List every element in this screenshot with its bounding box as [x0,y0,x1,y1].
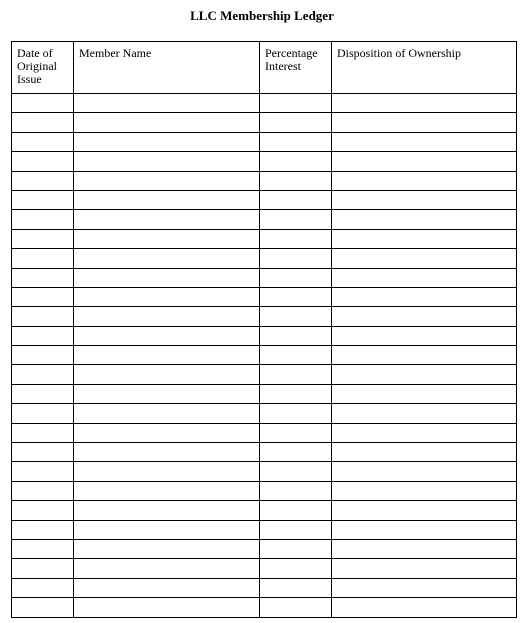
table-row [12,404,517,423]
cell-disposition [332,326,517,345]
cell-member-name [74,171,260,190]
cell-disposition [332,287,517,306]
table-row [12,501,517,520]
cell-date [12,171,74,190]
cell-member-name [74,443,260,462]
cell-date [12,152,74,171]
cell-disposition [332,423,517,442]
table-row [12,113,517,132]
cell-member-name [74,229,260,248]
cell-percentage [260,404,332,423]
table-row [12,423,517,442]
cell-date [12,481,74,500]
cell-member-name [74,190,260,209]
table-row [12,365,517,384]
cell-member-name [74,346,260,365]
cell-member-name [74,423,260,442]
cell-disposition [332,365,517,384]
cell-disposition [332,152,517,171]
cell-percentage [260,423,332,442]
cell-member-name [74,113,260,132]
cell-member-name [74,249,260,268]
cell-percentage [260,132,332,151]
header-line: Original [17,59,57,73]
cell-disposition [332,598,517,617]
table-row [12,210,517,229]
cell-percentage [260,365,332,384]
cell-disposition [332,559,517,578]
cell-date [12,365,74,384]
cell-date [12,404,74,423]
cell-percentage [260,462,332,481]
header-line: Member Name [79,46,152,60]
cell-date [12,539,74,558]
cell-percentage [260,443,332,462]
cell-disposition [332,443,517,462]
cell-date [12,113,74,132]
membership-ledger-table [11,41,517,618]
table-row [12,598,517,617]
cell-percentage [260,326,332,345]
col-header-percentage-interest [260,42,332,94]
cell-member-name [74,501,260,520]
table-row [12,171,517,190]
table-row [12,559,517,578]
cell-percentage [260,171,332,190]
ledger-body [12,94,517,618]
cell-percentage [260,501,332,520]
cell-date [12,268,74,287]
col-header-date-of-original-issue [12,42,74,94]
cell-member-name [74,152,260,171]
cell-date [12,346,74,365]
cell-percentage [260,210,332,229]
cell-date [12,462,74,481]
cell-disposition [332,346,517,365]
table-row [12,443,517,462]
cell-member-name [74,307,260,326]
table-row [12,287,517,306]
table-row [12,481,517,500]
cell-disposition [332,501,517,520]
cell-percentage [260,268,332,287]
cell-percentage [260,113,332,132]
table-row [12,229,517,248]
cell-percentage [260,559,332,578]
cell-disposition [332,384,517,403]
header-line: Percentage [265,46,318,60]
cell-date [12,559,74,578]
cell-date [12,287,74,306]
col-header-member-name [74,42,260,94]
table-row [12,346,517,365]
cell-percentage [260,307,332,326]
cell-disposition [332,462,517,481]
ledger-title: LLC Membership Ledger [190,8,334,23]
cell-date [12,229,74,248]
cell-percentage [260,481,332,500]
cell-date [12,501,74,520]
cell-date [12,520,74,539]
cell-percentage [260,384,332,403]
cell-disposition [332,171,517,190]
cell-disposition [332,404,517,423]
cell-date [12,384,74,403]
cell-date [12,307,74,326]
cell-date [12,578,74,597]
cell-percentage [260,287,332,306]
cell-member-name [74,94,260,113]
cell-member-name [74,365,260,384]
cell-percentage [260,94,332,113]
cell-percentage [260,539,332,558]
cell-disposition [332,249,517,268]
table-row [12,152,517,171]
header-line: Disposition of Ownership [337,46,461,60]
header-line: Issue [17,72,42,86]
cell-percentage [260,346,332,365]
table-row [12,326,517,345]
table-row [12,132,517,151]
cell-member-name [74,268,260,287]
cell-disposition [332,113,517,132]
col-header-disposition-of-ownership [332,42,517,94]
cell-disposition [332,578,517,597]
cell-disposition [332,190,517,209]
cell-member-name [74,578,260,597]
table-row [12,307,517,326]
cell-member-name [74,404,260,423]
cell-member-name [74,481,260,500]
cell-disposition [332,132,517,151]
header-line: Interest [265,59,301,73]
cell-member-name [74,559,260,578]
cell-percentage [260,249,332,268]
cell-disposition [332,229,517,248]
cell-disposition [332,539,517,558]
cell-disposition [332,268,517,287]
cell-member-name [74,462,260,481]
table-row [12,249,517,268]
cell-date [12,94,74,113]
cell-date [12,423,74,442]
cell-member-name [74,210,260,229]
header-line: Date of [17,46,53,60]
cell-date [12,210,74,229]
table-row [12,190,517,209]
cell-percentage [260,152,332,171]
table-row [12,94,517,113]
table-row [12,268,517,287]
cell-disposition [332,307,517,326]
header-row [12,42,517,94]
cell-member-name [74,384,260,403]
table-row [12,462,517,481]
cell-date [12,598,74,617]
cell-date [12,190,74,209]
cell-member-name [74,598,260,617]
cell-member-name [74,539,260,558]
cell-percentage [260,598,332,617]
cell-disposition [332,481,517,500]
cell-percentage [260,229,332,248]
cell-disposition [332,94,517,113]
cell-disposition [332,520,517,539]
table-row [12,539,517,558]
cell-date [12,443,74,462]
cell-member-name [74,326,260,345]
cell-date [12,132,74,151]
table-row [12,520,517,539]
cell-percentage [260,190,332,209]
cell-date [12,249,74,268]
table-row [12,384,517,403]
cell-date [12,326,74,345]
cell-member-name [74,132,260,151]
cell-disposition [332,210,517,229]
cell-member-name [74,520,260,539]
table-row [12,578,517,597]
cell-percentage [260,578,332,597]
cell-member-name [74,287,260,306]
cell-percentage [260,520,332,539]
